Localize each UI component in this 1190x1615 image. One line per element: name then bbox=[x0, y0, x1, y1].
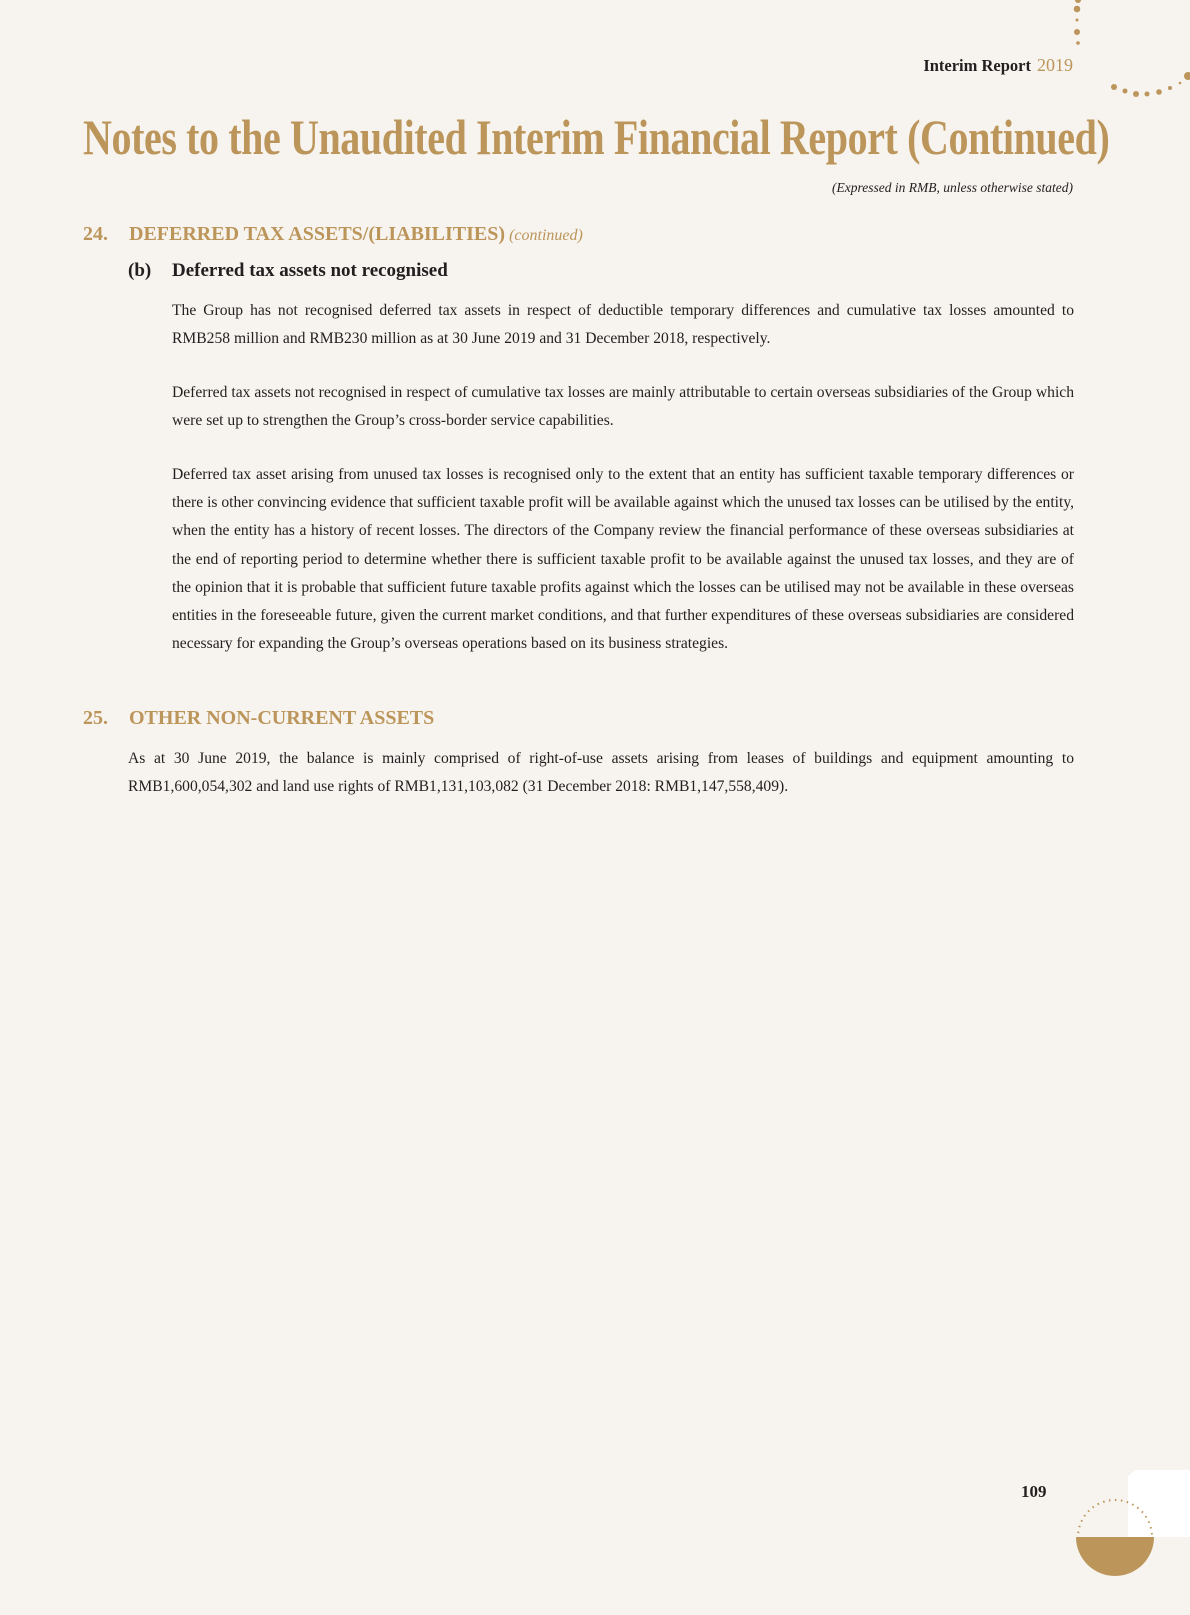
page-title: Notes to the Unaudited Interim Financial Report (Continued) bbox=[83, 109, 1110, 165]
report-year: 2019 bbox=[1037, 55, 1073, 75]
paragraph: The Group has not recognised deferred tax assets in respect of deductible temporary differences and cumulative tax losses amounted to RMB258 million and RMB230 million as at 30 June 2019 and 31 December 2018, respectively. bbox=[172, 302, 1074, 348]
section-number: 24. bbox=[83, 223, 108, 245]
paragraph: Deferred tax assets not recognised in respect of cumulative tax losses are mainly attributable to certain overseas subsidiaries of the Group which were set up to strengthen the Group’s cross-border service capabilities. bbox=[172, 384, 1074, 430]
page-number: 109 bbox=[1021, 1482, 1047, 1501]
running-header bbox=[923, 55, 1073, 76]
section-title: OTHER NON-CURRENT ASSETS bbox=[129, 707, 435, 729]
section-25-heading bbox=[83, 707, 434, 730]
report-name: Interim Report bbox=[923, 56, 1031, 75]
paragraph: Deferred tax asset arising from unused tax losses is recognised only to the extent that an entity has sufficient taxable temporary differences or there is other convincing evidence that sufficient taxable profit will be available against which the unused tax losses can be utilised by the entity, when the entity has a history of recent losses. The directors of the Company review the financial performance of these overseas subsidiaries at the end of reporting period to determine whether there is sufficient taxable profit to be available against the unused tax losses, and they are of the opinion that it is probable that sufficient future taxable profits against which the losses can be utilised may not be available in these overseas entities in the foreseeable future, given the current market conditions, and that further expenditures of these overseas subsidiaries are considered necessary for expanding the Group’s overseas operations based on its business strategies. bbox=[172, 466, 1075, 653]
subsection-title: Deferred tax assets not recognised bbox=[172, 260, 448, 281]
paragraph: As at 30 June 2019, the balance is mainly comprised of right-of-use assets arising from leases of buildings and equipment amounting to RMB1,600,054,302 and land use rights of RMB1,131,103,082 (31 December 2018: RMB1,147,558,409). bbox=[128, 750, 1074, 796]
section-24-heading bbox=[83, 223, 583, 246]
section-title: DEFERRED TAX ASSETS/(LIABILITIES) bbox=[129, 223, 506, 245]
currency-note: (Expressed in RMB, unless otherwise stated) bbox=[832, 180, 1073, 195]
subsection-b-heading bbox=[128, 260, 448, 282]
half-circle-decoration-bottom bbox=[1070, 1470, 1190, 1615]
continued-label: (continued) bbox=[509, 227, 583, 244]
section-number: 25. bbox=[83, 707, 108, 729]
subsection-label: (b) bbox=[128, 260, 152, 281]
